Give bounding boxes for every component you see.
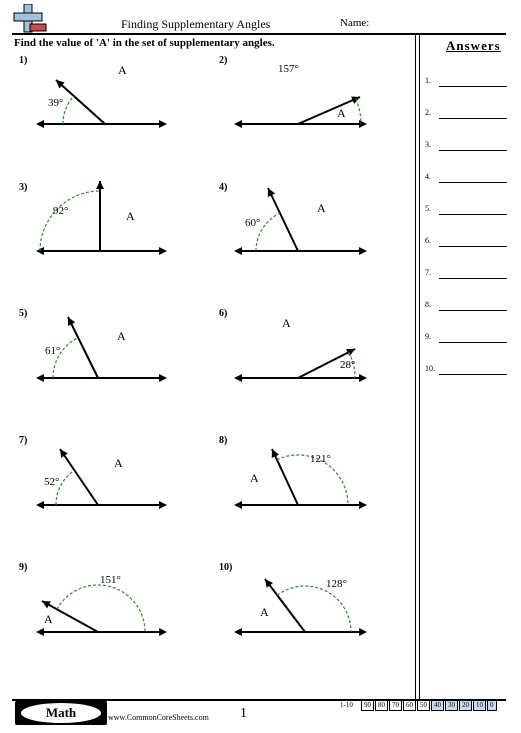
- baseline-arrow-left: [234, 120, 242, 128]
- baseline-arrow-right: [159, 120, 167, 128]
- score-box: 50: [417, 700, 430, 711]
- unknown-angle-label: A: [317, 201, 326, 215]
- score-box: 60: [403, 700, 416, 711]
- score-box: 70: [389, 700, 402, 711]
- baseline-arrow-left: [234, 501, 242, 509]
- angle-arc: [57, 585, 145, 632]
- column-divider: [415, 33, 420, 699]
- baseline-arrow-left: [36, 374, 44, 382]
- answer-number: 9.: [425, 332, 431, 341]
- baseline-arrow-right: [359, 120, 367, 128]
- answer-number: 5.: [425, 204, 431, 213]
- answer-number: 8.: [425, 300, 431, 309]
- answer-line[interactable]: [439, 342, 507, 343]
- unknown-angle-label: A: [118, 63, 127, 77]
- angle-ray: [268, 188, 298, 251]
- instructions: Find the value of 'A' in the set of supplementary angles.: [14, 37, 275, 49]
- answer-number: 2.: [425, 108, 431, 117]
- angle-label: 151°: [100, 574, 121, 586]
- answer-line[interactable]: [439, 374, 507, 375]
- unknown-angle-label: A: [44, 612, 53, 626]
- website-link[interactable]: www.CommonCoreSheets.com: [108, 713, 209, 722]
- problem-number: 3): [19, 182, 28, 193]
- angle-label: 157°: [278, 63, 299, 75]
- answer-line[interactable]: [439, 278, 507, 279]
- unknown-angle-label: A: [337, 106, 346, 120]
- answer-line[interactable]: [439, 246, 507, 247]
- answer-number: 4.: [425, 172, 431, 181]
- baseline-arrow-right: [359, 501, 367, 509]
- score-box: 90: [361, 700, 374, 711]
- baseline-arrow-right: [359, 374, 367, 382]
- ray-arrow: [96, 181, 104, 189]
- answer-line[interactable]: [439, 118, 507, 119]
- unknown-angle-label: A: [250, 471, 259, 485]
- baseline-arrow-left: [36, 120, 44, 128]
- score-label: 1-10: [340, 701, 353, 709]
- worksheet-title: Finding Supplementary Angles: [121, 17, 271, 31]
- baseline-arrow-right: [159, 374, 167, 382]
- answer-number: 3.: [425, 140, 431, 149]
- angle-label: 128°: [326, 578, 347, 590]
- score-box: 20: [459, 700, 472, 711]
- unknown-angle-label: A: [126, 209, 135, 223]
- answer-number: 7.: [425, 268, 431, 277]
- baseline-arrow-left: [36, 628, 44, 636]
- answer-number: 6.: [425, 236, 431, 245]
- problem-number: 2): [219, 55, 228, 66]
- baseline-arrow-left: [234, 628, 242, 636]
- answer-line[interactable]: [439, 310, 507, 311]
- baseline-arrow-right: [159, 501, 167, 509]
- angle-arc: [63, 96, 74, 124]
- answer-number: 1.: [425, 76, 431, 85]
- problem-number: 10): [219, 562, 233, 573]
- baseline-arrow-left: [36, 501, 44, 509]
- score-box: 10: [473, 700, 486, 711]
- angle-arc: [53, 338, 78, 378]
- angle-label: 52°: [44, 476, 60, 488]
- problem-number: 7): [19, 435, 28, 446]
- baseline-arrow-left: [234, 374, 242, 382]
- angle-arc: [356, 99, 361, 124]
- score-box: 80: [375, 700, 388, 711]
- score-box: 0: [487, 700, 497, 711]
- answer-line[interactable]: [439, 150, 507, 151]
- baseline-arrow-right: [159, 247, 167, 255]
- ray-arrow: [60, 449, 68, 458]
- answer-line[interactable]: [439, 182, 507, 183]
- unknown-angle-label: A: [114, 456, 123, 470]
- baseline-arrow-right: [359, 628, 367, 636]
- problem-number: 5): [19, 308, 28, 319]
- baseline-arrow-right: [359, 247, 367, 255]
- answer-number: 10.: [425, 364, 435, 373]
- problem-number: 6): [219, 308, 228, 319]
- math-label: Math: [21, 703, 101, 723]
- score-boxes: [361, 700, 498, 711]
- answer-line[interactable]: [439, 86, 507, 87]
- angle-label: 92°: [53, 205, 69, 217]
- angle-label: 121°: [310, 453, 331, 465]
- unknown-angle-label: A: [260, 605, 269, 619]
- answer-line[interactable]: [439, 214, 507, 215]
- angle-label: 61°: [45, 345, 61, 357]
- unknown-angle-label: A: [117, 329, 126, 343]
- angle-ray: [265, 579, 305, 632]
- score-box: 40: [431, 700, 444, 711]
- name-label: Name:: [340, 17, 370, 29]
- angle-ray: [68, 317, 98, 378]
- baseline-arrow-left: [234, 247, 242, 255]
- page-number: 1: [240, 706, 247, 721]
- angle-ray: [298, 97, 360, 124]
- baseline-arrow-right: [159, 628, 167, 636]
- unknown-angle-label: A: [282, 316, 291, 330]
- answers-title: Answers: [446, 38, 501, 53]
- problem-number: 4): [219, 182, 228, 193]
- angle-label: 28°: [340, 359, 356, 371]
- problem-number: 9): [19, 562, 28, 573]
- angle-ray: [60, 449, 98, 505]
- score-box: 30: [445, 700, 458, 711]
- angle-label: 39°: [48, 97, 64, 109]
- angle-ray: [272, 449, 298, 505]
- angle-label: 60°: [245, 217, 261, 229]
- problem-number: 1): [19, 55, 28, 66]
- problem-number: 8): [219, 435, 228, 446]
- angle-arc: [40, 191, 100, 251]
